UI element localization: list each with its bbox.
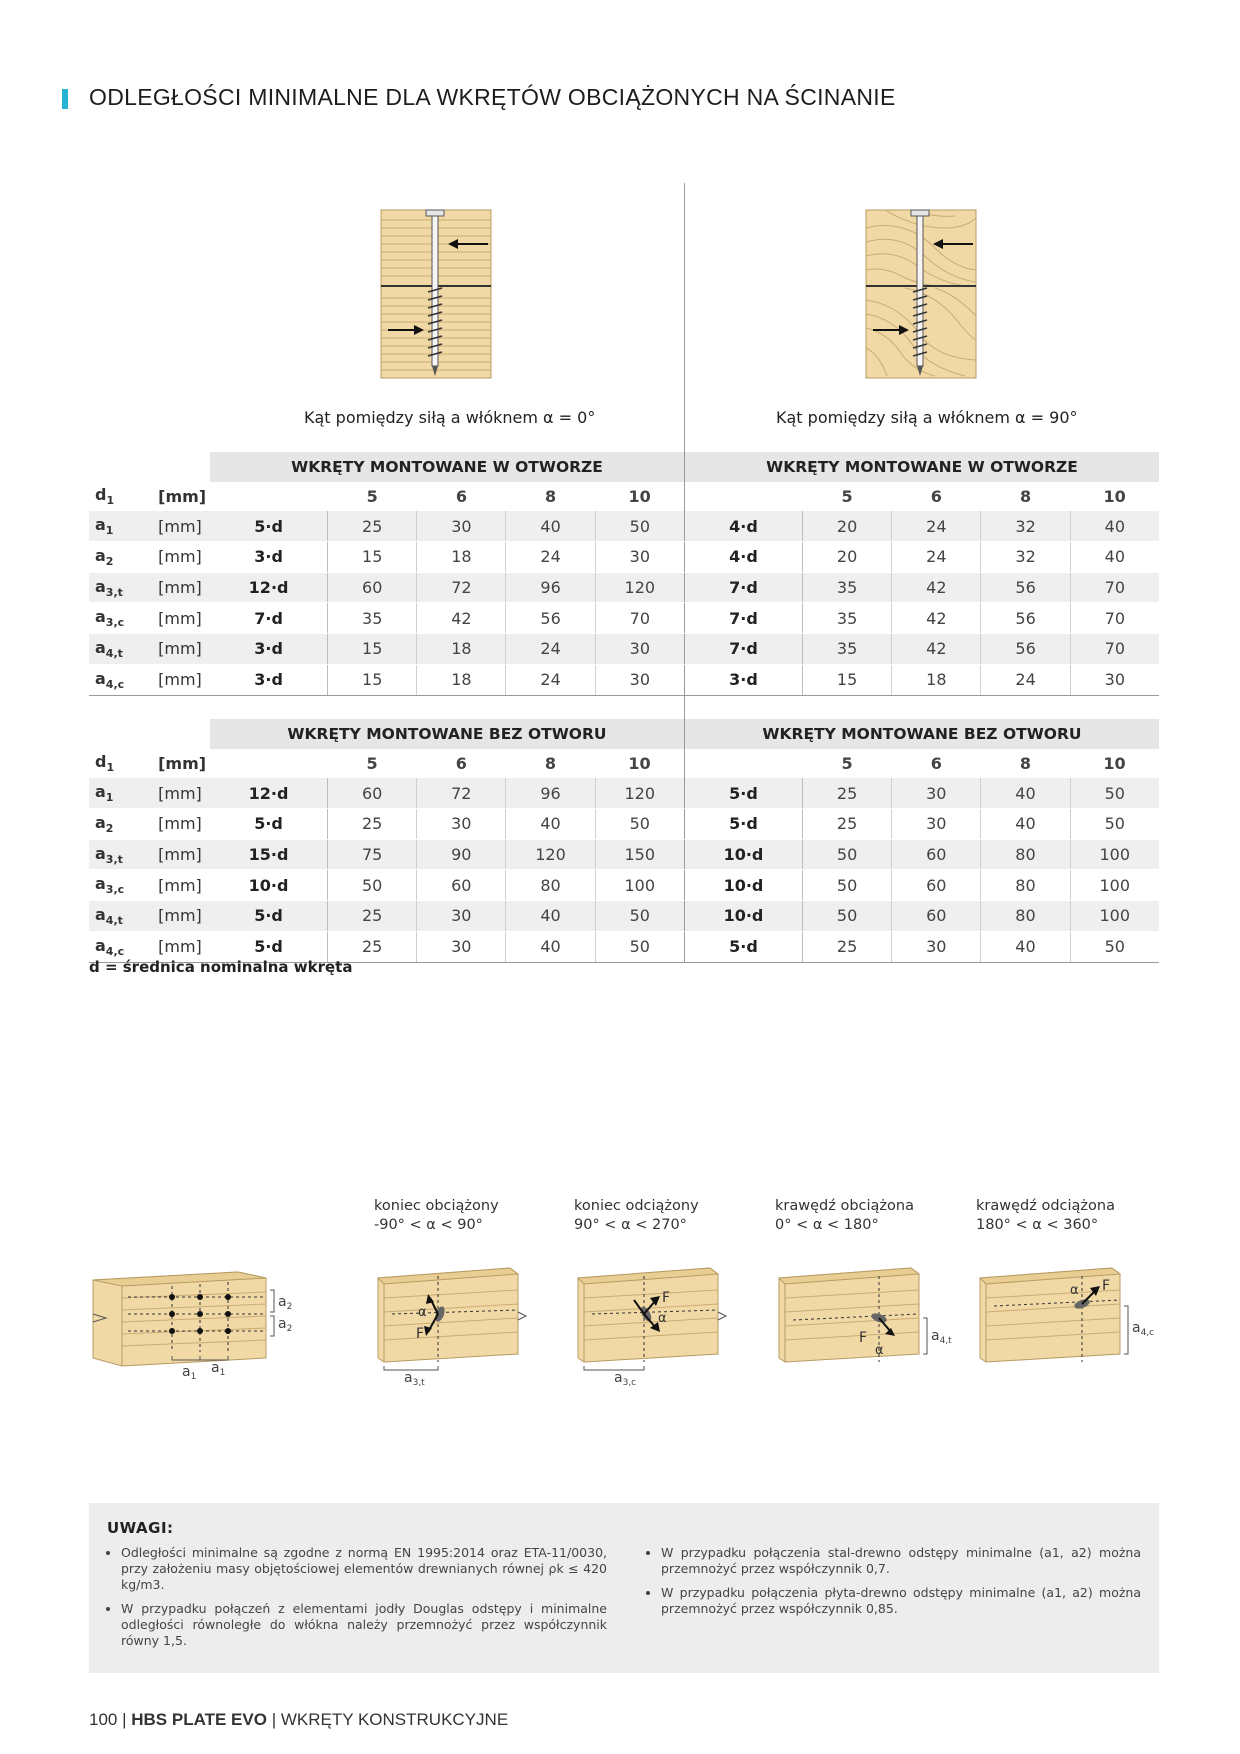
- row-unit: [mm]: [158, 603, 210, 634]
- a2-label: $a_2$: [278, 1316, 293, 1334]
- col-header: 8: [1020, 487, 1032, 507]
- factor-alpha-0: 12·d: [210, 778, 328, 808]
- value-cell: 25: [803, 931, 892, 962]
- col-header: 8: [544, 754, 557, 774]
- value-cell: 120: [595, 778, 684, 808]
- value-cell: 30: [417, 511, 506, 541]
- row-symbol: $a_{3,c}$: [89, 603, 158, 634]
- value-cell: 60: [892, 901, 981, 932]
- col-header: 8: [1019, 754, 1032, 774]
- footer-section: WKRĘTY KONSTRUKCYJNE: [280, 1710, 509, 1729]
- value-cell: 50: [803, 839, 892, 870]
- row-unit: [mm]: [158, 634, 210, 665]
- value-cell: 30: [892, 931, 981, 962]
- col-header: 6: [455, 754, 467, 774]
- value-cell: 35: [802, 634, 891, 665]
- factor-alpha-0: 3·d: [210, 542, 328, 573]
- unit-header: [mm]: [158, 487, 207, 507]
- row-unit: [mm]: [158, 664, 210, 695]
- value-cell: 72: [417, 778, 506, 808]
- row-symbol: $a_{4,t}$: [89, 901, 158, 932]
- factor-alpha-90: 10·d: [684, 901, 802, 932]
- value-cell: 50: [595, 901, 684, 932]
- value-cell: 56: [506, 603, 595, 634]
- row-unit: [mm]: [158, 931, 210, 962]
- svg-text:a3,t: $a_{3,t}$: [404, 1370, 425, 1386]
- svg-text:a4,c: $a_{4,c}$: [1132, 1320, 1155, 1338]
- svg-text:F: F: [662, 1290, 671, 1306]
- value-cell: 100: [1070, 870, 1159, 901]
- value-cell: 60: [328, 572, 417, 603]
- table-row: [89, 572, 1159, 603]
- col-header: 10: [628, 487, 651, 507]
- factor-alpha-0: 5·d: [210, 901, 328, 932]
- value-cell: 40: [506, 511, 595, 541]
- factor-alpha-0: 5·d: [210, 511, 328, 541]
- value-cell: 56: [981, 603, 1070, 634]
- value-cell: 90: [417, 839, 506, 870]
- value-cell: 70: [595, 603, 684, 634]
- value-cell: 50: [803, 870, 892, 901]
- factor-alpha-90: 7·d: [684, 634, 802, 665]
- col-header: 5: [366, 754, 378, 774]
- factor-alpha-0: 10·d: [210, 870, 328, 901]
- col-header: 6: [455, 487, 467, 507]
- value-cell: 25: [803, 809, 892, 840]
- factor-alpha-0: 3·d: [210, 634, 328, 665]
- value-cell: 150: [595, 839, 684, 870]
- svg-text:α: α: [658, 1311, 667, 1326]
- title-accent-bar: [62, 89, 68, 109]
- row-unit: [mm]: [158, 839, 210, 870]
- svg-text:F: F: [416, 1326, 425, 1342]
- value-cell: 24: [981, 664, 1070, 695]
- value-cell: 30: [595, 664, 684, 695]
- value-cell: 35: [802, 572, 891, 603]
- row-symbol: $a_{3,c}$: [89, 870, 158, 901]
- value-cell: 100: [595, 870, 684, 901]
- value-cell: 18: [417, 634, 506, 665]
- row-symbol: $a_{4,t}$: [89, 634, 158, 665]
- table-heading-without-hole-0: WKRĘTY MONTOWANE BEZ OTWORU: [210, 719, 684, 749]
- diagram-loaded-edge: [773, 1262, 953, 1386]
- a2-label: $a_2$: [278, 1294, 293, 1312]
- screw-perpendicular-grain-image: [865, 208, 978, 380]
- note-item: • Odległości minimalne są zgodne z normą EN 1995:2014 oraz ETA-11/0030, przy założeniu masy objętościowej elementów drewnianych równej ρk ≤ 420 kg/m3.: [121, 1545, 607, 1593]
- value-cell: 100: [1070, 901, 1159, 932]
- value-cell: 35: [802, 603, 891, 634]
- value-cell: 75: [328, 839, 417, 870]
- value-cell: 24: [506, 542, 595, 573]
- note-item: • W przypadku połączenia stal-drewno odstępy minimalne (a1, a2) można przemnożyć przez współczynnik 0,7.: [661, 1545, 1141, 1577]
- value-cell: 40: [506, 931, 595, 962]
- diagram-label-unloaded-end: koniec odciążony 90° < α < 270°: [574, 1198, 699, 1233]
- diagram-loaded-end: [372, 1262, 532, 1386]
- value-cell: 50: [1070, 778, 1159, 808]
- notes-left-column: [107, 1545, 607, 1657]
- factor-alpha-90: 4·d: [684, 542, 802, 573]
- value-cell: 15: [802, 664, 891, 695]
- factor-alpha-0: 15·d: [210, 839, 328, 870]
- value-cell: 15: [328, 664, 417, 695]
- svg-text:α: α: [875, 1343, 884, 1358]
- value-cell: 30: [417, 931, 506, 962]
- value-cell: 72: [417, 572, 506, 603]
- value-cell: 40: [506, 809, 595, 840]
- factor-alpha-90: 4·d: [684, 511, 802, 541]
- value-cell: 25: [328, 809, 417, 840]
- value-cell: 30: [595, 634, 684, 665]
- svg-text:F: F: [859, 1330, 868, 1346]
- row-unit: [mm]: [158, 542, 210, 573]
- svg-text:α: α: [1070, 1283, 1079, 1298]
- factor-alpha-0: 5·d: [210, 931, 328, 962]
- value-cell: 60: [328, 778, 417, 808]
- table-row: [89, 603, 1159, 634]
- value-cell: 40: [981, 778, 1070, 808]
- value-cell: 40: [981, 931, 1070, 962]
- diagram-label-loaded-edge: krawędź obciążona 0° < α < 180°: [775, 1198, 914, 1233]
- value-cell: 56: [981, 634, 1070, 665]
- factor-alpha-90: 5·d: [684, 809, 802, 840]
- row-unit: [mm]: [158, 870, 210, 901]
- table-row: [89, 542, 1159, 573]
- factor-alpha-0: 12·d: [210, 572, 328, 603]
- value-cell: 40: [981, 809, 1070, 840]
- table-row: [89, 839, 1159, 870]
- diagram-unloaded-edge: [974, 1262, 1164, 1386]
- value-cell: 32: [981, 511, 1070, 541]
- value-cell: 40: [1070, 511, 1159, 541]
- spacing-overview-diagram: [88, 1262, 310, 1390]
- row-unit: [mm]: [158, 809, 210, 840]
- value-cell: 120: [506, 839, 595, 870]
- d-label: $d_1$: [95, 752, 115, 775]
- table-row: [89, 664, 1159, 695]
- value-cell: 50: [595, 809, 684, 840]
- value-cell: 70: [1070, 634, 1159, 665]
- factor-alpha-90: 5·d: [684, 778, 802, 808]
- table-without-hole: [89, 719, 1159, 963]
- col-header: 10: [1103, 754, 1126, 774]
- col-header: 6: [930, 754, 942, 774]
- notes-panel: [89, 1503, 1159, 1673]
- row-unit: [mm]: [158, 572, 210, 603]
- value-cell: 40: [1070, 542, 1159, 573]
- value-cell: 50: [1070, 931, 1159, 962]
- value-cell: 25: [328, 931, 417, 962]
- svg-text:a3,c: $a_{3,c}$: [614, 1370, 637, 1386]
- factor-alpha-90: 5·d: [684, 931, 802, 962]
- notes-title: UWAGI:: [107, 1519, 174, 1537]
- value-cell: 24: [506, 634, 595, 665]
- factor-alpha-0: 3·d: [210, 664, 328, 695]
- row-unit: [mm]: [158, 511, 210, 541]
- diagram-unloaded-end: [572, 1262, 732, 1386]
- svg-text:α: α: [418, 1305, 427, 1320]
- table-row: [89, 778, 1159, 808]
- page-number: 100: [89, 1710, 118, 1729]
- value-cell: 15: [328, 634, 417, 665]
- factor-alpha-90: 3·d: [684, 664, 802, 695]
- factor-alpha-0: 5·d: [210, 809, 328, 840]
- value-cell: 24: [892, 542, 981, 573]
- value-cell: 18: [892, 664, 981, 695]
- diagram-label-unloaded-edge: krawędź odciążona 180° < α < 360°: [976, 1198, 1115, 1233]
- value-cell: 25: [328, 511, 417, 541]
- note-item: • W przypadku połączeń z elementami jodły Douglas odstępy i minimalne odległości równoległe do włókna należy przemnożyć przez współczynnik równy 1,5.: [121, 1601, 607, 1649]
- value-cell: 42: [892, 603, 981, 634]
- table-heading-with-hole-0: WKRĘTY MONTOWANE W OTWORZE: [210, 452, 684, 482]
- value-cell: 50: [328, 870, 417, 901]
- value-cell: 80: [981, 901, 1070, 932]
- footer-product: HBS PLATE EVO: [131, 1710, 267, 1729]
- value-cell: 50: [1070, 809, 1159, 840]
- value-cell: 15: [328, 542, 417, 573]
- row-unit: [mm]: [158, 901, 210, 932]
- col-header: 5: [841, 754, 853, 774]
- value-cell: 30: [1070, 664, 1159, 695]
- row-symbol: $a_{3,t}$: [89, 572, 158, 603]
- value-cell: 80: [981, 839, 1070, 870]
- row-symbol: $a_2$: [89, 542, 158, 573]
- table-heading-without-hole-90: WKRĘTY MONTOWANE BEZ OTWORU: [684, 719, 1159, 749]
- value-cell: 30: [892, 809, 981, 840]
- svg-text:a4,t: $a_{4,t}$: [931, 1328, 952, 1346]
- col-header: 10: [1103, 487, 1126, 507]
- value-cell: 18: [417, 664, 506, 695]
- value-cell: 30: [417, 809, 506, 840]
- col-header: 5: [841, 487, 853, 507]
- diagram-label-loaded-end: koniec obciążony -90° < α < 90°: [374, 1198, 499, 1233]
- row-symbol: $a_2$: [89, 809, 158, 840]
- value-cell: 42: [417, 603, 506, 634]
- screw-parallel-grain-image: [380, 208, 493, 380]
- value-cell: 50: [803, 901, 892, 932]
- value-cell: 42: [892, 572, 981, 603]
- a1-label: $a_1$: [182, 1364, 197, 1382]
- factor-alpha-90: 10·d: [684, 839, 802, 870]
- table-with-hole: [89, 452, 1159, 696]
- value-cell: 20: [802, 511, 891, 541]
- a1-label: $a_1$: [211, 1360, 226, 1378]
- legend-d: d = średnica nominalna wkręta: [89, 958, 353, 976]
- table-row: [89, 901, 1159, 932]
- value-cell: 42: [892, 634, 981, 665]
- row-symbol: $a_{4,c}$: [89, 931, 158, 962]
- value-cell: 30: [417, 901, 506, 932]
- value-cell: 25: [328, 901, 417, 932]
- value-cell: 80: [506, 870, 595, 901]
- value-cell: 60: [417, 870, 506, 901]
- table-row: [89, 870, 1159, 901]
- row-symbol: $a_{4,c}$: [89, 664, 158, 695]
- caption-alpha-90: Kąt pomiędzy siłą a włóknem α = 90°: [776, 408, 1078, 427]
- col-header: 10: [628, 754, 651, 774]
- value-cell: 50: [595, 511, 684, 541]
- value-cell: 70: [1070, 572, 1159, 603]
- caption-alpha-0: Kąt pomiędzy siłą a włóknem α = 0°: [304, 408, 596, 427]
- value-cell: 70: [1070, 603, 1159, 634]
- col-header: 6: [930, 487, 942, 507]
- value-cell: 25: [803, 778, 892, 808]
- value-cell: 32: [981, 542, 1070, 573]
- factor-alpha-90: 7·d: [684, 603, 802, 634]
- value-cell: 56: [981, 572, 1070, 603]
- value-cell: 24: [892, 511, 981, 541]
- value-cell: 60: [892, 870, 981, 901]
- value-cell: 96: [506, 572, 595, 603]
- row-unit: [mm]: [158, 778, 210, 808]
- col-header: 5: [366, 487, 378, 507]
- d-label: $d_1$: [95, 485, 115, 508]
- table-row: [89, 511, 1159, 541]
- row-symbol: $a_{3,t}$: [89, 839, 158, 870]
- unit-header: [mm]: [158, 754, 207, 774]
- value-cell: 60: [892, 839, 981, 870]
- notes-right-column: [647, 1545, 1141, 1625]
- col-header: 8: [545, 487, 557, 507]
- value-cell: 35: [328, 603, 417, 634]
- table-row: [89, 809, 1159, 840]
- value-cell: 20: [802, 542, 891, 573]
- value-cell: 24: [506, 664, 595, 695]
- value-cell: 40: [506, 901, 595, 932]
- factor-alpha-90: 10·d: [684, 870, 802, 901]
- note-item: • W przypadku połączenia płyta-drewno odstępy minimalne (a1, a2) można przemnożyć przez współczynnik 0,85.: [661, 1585, 1141, 1617]
- page-title: ODLEGŁOŚCI MINIMALNE DLA WKRĘTÓW OBCIĄŻONYCH NA ŚCINANIE: [89, 84, 896, 110]
- value-cell: 30: [595, 542, 684, 573]
- value-cell: 18: [417, 542, 506, 573]
- row-symbol: $a_1$: [89, 778, 158, 808]
- value-cell: 120: [595, 572, 684, 603]
- svg-text:F: F: [1102, 1278, 1111, 1294]
- value-cell: 50: [595, 931, 684, 962]
- table-heading-with-hole-90: WKRĘTY MONTOWANE W OTWORZE: [684, 452, 1159, 482]
- page-footer: 100 | HBS PLATE EVO | WKRĘTY KONSTRUKCYJNE: [89, 1710, 509, 1729]
- value-cell: 80: [981, 870, 1070, 901]
- factor-alpha-90: 7·d: [684, 572, 802, 603]
- factor-alpha-0: 7·d: [210, 603, 328, 634]
- row-symbol: $a_1$: [89, 511, 158, 541]
- table-row: [89, 634, 1159, 665]
- value-cell: 100: [1070, 839, 1159, 870]
- value-cell: 30: [892, 778, 981, 808]
- value-cell: 96: [506, 778, 595, 808]
